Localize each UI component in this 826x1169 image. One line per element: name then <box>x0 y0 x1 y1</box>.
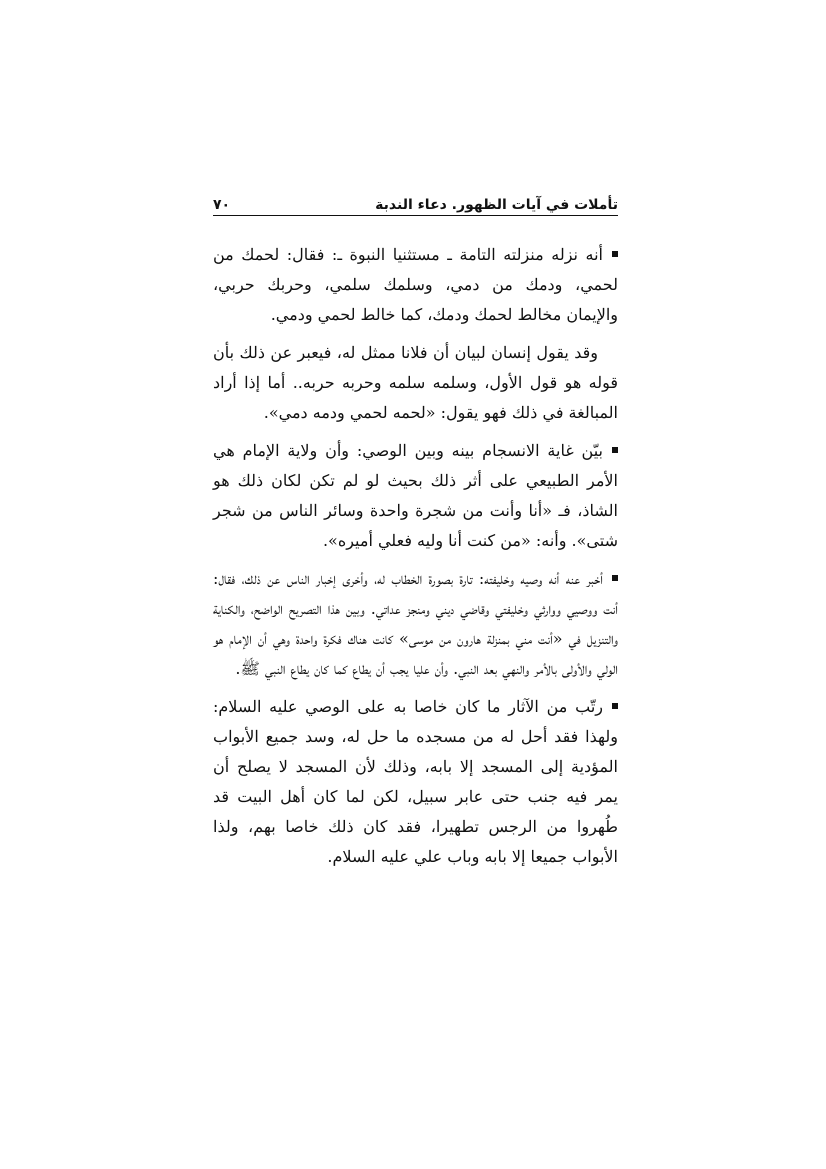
paragraph-text: وقد يقول إنسان لبيان أن فلانا ممثل له، فيعبر عن ذلك بأن قوله هو قول الأول، وسلمه سلمه وحربه حربه.. أما إذا أراد المبالغة في ذلك فهو يقول: «لحمه لحمي ودمه دمي». <box>213 343 618 422</box>
running-title: تأملات في آيات الظهور. دعاء الندبة <box>375 197 618 213</box>
bullet-item <box>213 564 618 684</box>
page-number: ٧٠ <box>213 197 231 213</box>
square-bullet-icon <box>612 575 618 581</box>
bullet-item <box>213 436 618 556</box>
bullet-text: رتّب من الآثار ما كان خاصا به على الوصي عليه السلام: ولهذا فقد أحل له من مسجده ما حل له، وسد جميع الأبواب المؤدية إلى المسجد إلا بابه، وذلك لأن المسجد لا يصلح أن يمر فيه جنب حتى عابر سبيل، لكن لما كان أهل البيت قد طُهروا من الرجس تطهيرا، فقد كان ذلك خاصا بهم، ولذا الأبواب جميعا إلا بابه وباب علي عليه السلام. <box>213 697 618 866</box>
header-divider <box>213 215 618 216</box>
square-bullet-icon <box>612 703 618 709</box>
bullet-text: أخبر عنه أنه وصيه وخليفته: تارة بصورة الخطاب له، وأخرى إخبار الناس عن ذلك، فقال: أنت ووصيي ووارثي وخليفتي وقاضي ديني ومنجز عداتي. وبين هذا التصريح الواضح، والكناية والتنزيل في «أنت مني بمنزلة هارون من موسى» كانت هناك فكرة واحدة وهي أن الإمام هو الولي والأولى بالأمر والنهي بعد النبي. وأن عليا يجب أن يطاع كما كان يطاع النبي ﷺ. <box>213 569 618 678</box>
bullet-item <box>213 240 618 330</box>
bullet-text: بيّن غاية الانسجام بينه وبين الوصي: وأن ولاية الإمام هي الأمر الطبيعي على أثر ذلك بحيث لو لم تكن لكان ذلك هو الشاذ، فـ «أنا وأنت من شجرة واحدة وسائر الناس من شجر شتى». وأنه: «من كنت أنا وليه فعلي أميره». <box>213 441 619 550</box>
bullet-text: أنه نزله منزلته التامة ـ مستثنيا النبوة ـ: فقال: لحمك من لحمي، ودمك من دمي، وسلمك سلمي، وحربك حربي، والإيمان مخالط لحمك ودمك، كما خالط لحمي ودمي. <box>213 245 618 324</box>
page-header <box>213 187 618 213</box>
bullet-item <box>213 692 618 872</box>
paragraph <box>213 338 618 428</box>
square-bullet-icon <box>612 447 618 453</box>
page-body <box>213 240 618 880</box>
square-bullet-icon <box>612 251 618 257</box>
